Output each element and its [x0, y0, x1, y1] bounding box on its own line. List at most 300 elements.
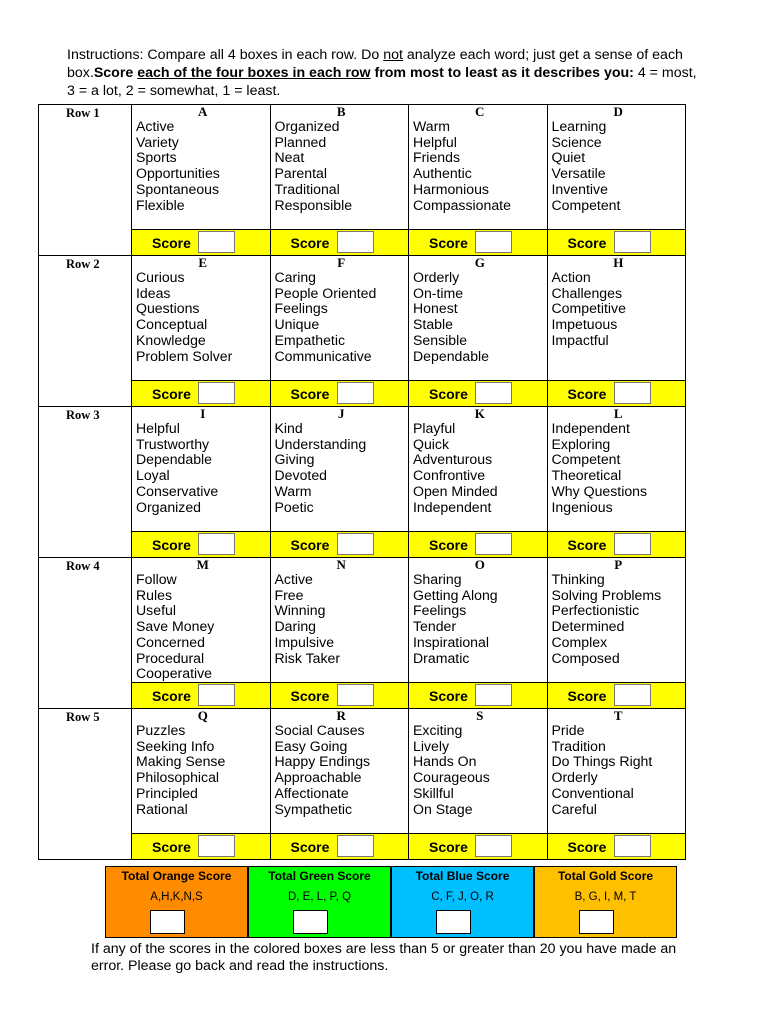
word-item: Winning [274, 602, 326, 619]
word-item: Authentic [413, 165, 472, 182]
score-cell-f [270, 381, 409, 407]
word-item: Playful [413, 420, 456, 436]
score-row [39, 683, 686, 709]
word-item: Making Sense [136, 753, 226, 770]
grid-row [39, 558, 686, 683]
word-item: Independent [413, 498, 492, 515]
word-item: Courageous [413, 769, 490, 786]
box-letter: Q [197, 708, 208, 723]
word-item: Action [551, 269, 591, 285]
word-item: Harmonious [413, 180, 489, 197]
word-item: Exciting [413, 722, 463, 738]
word-item: Perfectionistic [551, 602, 640, 619]
score-input-d[interactable] [614, 231, 651, 253]
instructions-score-word: Score [93, 65, 138, 81]
box-letter: S [476, 708, 484, 723]
word-list [275, 421, 409, 515]
word-list [413, 270, 547, 364]
score-row [39, 834, 686, 860]
box-c [409, 105, 548, 230]
word-list [413, 572, 547, 666]
box-letter: G [474, 255, 485, 270]
word-item: Cooperative [136, 665, 212, 682]
grid-row [39, 407, 686, 532]
word-list [275, 119, 409, 213]
word-item: Adventurous [413, 451, 493, 468]
score-label: Score [290, 688, 330, 704]
score-label: Score [429, 688, 468, 704]
score-wrap [132, 381, 270, 406]
word-item: Learning [551, 118, 607, 134]
word-item: Determined [551, 618, 625, 635]
score-row [39, 532, 686, 558]
word-item: Friends [413, 149, 460, 166]
word-item: Feelings [413, 602, 467, 619]
word-item: Tradition [551, 737, 606, 754]
box-letter: B [336, 104, 346, 119]
score-input-f[interactable] [337, 382, 374, 404]
word-item: Pride [551, 722, 585, 738]
word-item: Caring [274, 269, 317, 285]
word-list [552, 119, 686, 213]
score-wrap [271, 230, 409, 255]
word-item: Orderly [413, 269, 460, 285]
word-list [136, 572, 270, 682]
score-label: Score [429, 839, 468, 855]
word-list [413, 119, 547, 213]
word-item: Sharing [413, 571, 462, 587]
box-o [409, 558, 548, 683]
box-q [132, 709, 271, 834]
box-letter: F [337, 255, 346, 270]
word-item: Warm [413, 118, 451, 134]
score-cell-a [132, 230, 271, 256]
score-cell-p [547, 683, 686, 709]
total-title: Total Blue Score [415, 869, 510, 883]
box-d [547, 105, 686, 230]
box-l [547, 407, 686, 532]
row-label: Row 3 [39, 407, 132, 558]
total-box [248, 866, 391, 938]
word-item: Loyal [136, 467, 170, 484]
word-item: Impulsive [274, 633, 335, 650]
total-box [534, 866, 677, 938]
word-item: Do Things Right [551, 753, 653, 770]
score-cell-k [409, 532, 548, 558]
box-j [270, 407, 409, 532]
word-item: Affectionate [274, 784, 349, 801]
score-wrap [548, 532, 686, 557]
word-item: Quiet [551, 149, 586, 166]
score-input-o[interactable] [475, 684, 512, 706]
word-item: On Stage [413, 800, 473, 817]
score-input-b[interactable] [337, 231, 374, 253]
total-input[interactable] [436, 910, 471, 934]
word-item: Approachable [274, 769, 362, 786]
word-item: Challenges [551, 284, 623, 301]
score-grid [38, 104, 686, 860]
box-letter: M [196, 557, 209, 572]
total-letters: B, G, I, M, T [574, 891, 637, 903]
word-item: Organized [136, 498, 202, 515]
score-label: Score [152, 537, 191, 553]
score-cell-n [270, 683, 409, 709]
score-label: Score [429, 235, 468, 251]
score-input-p[interactable] [614, 684, 651, 706]
score-row [39, 230, 686, 256]
score-label: Score [429, 537, 468, 553]
score-input-r[interactable] [337, 835, 374, 857]
total-letters: D, E, L, P, Q [287, 891, 352, 903]
box-letter: D [613, 104, 623, 119]
word-item: Active [136, 118, 175, 134]
word-item: Concerned [136, 633, 205, 650]
grid-row [39, 709, 686, 834]
score-cell-c [409, 230, 548, 256]
word-item: Dramatic [413, 649, 470, 666]
word-item: Risk Taker [274, 649, 341, 666]
word-item: Neat [274, 149, 305, 166]
word-item: Warm [274, 482, 312, 499]
word-item: Happy Endings [274, 753, 371, 770]
score-cell-t [547, 834, 686, 860]
instructions-not: not [383, 47, 403, 63]
box-b [270, 105, 409, 230]
total-box [105, 866, 248, 938]
score-cell-r [270, 834, 409, 860]
grid-row [39, 105, 686, 230]
score-cell-s [409, 834, 548, 860]
word-item: Opportunities [136, 165, 220, 182]
box-letter: A [198, 104, 208, 119]
word-list [413, 723, 547, 817]
word-item: Theoretical [551, 467, 622, 484]
word-item: Competent [551, 196, 621, 213]
score-label: Score [152, 688, 191, 704]
score-input-k[interactable] [475, 533, 512, 555]
score-wrap [409, 230, 547, 255]
box-letter: J [338, 406, 345, 421]
score-cell-j [270, 532, 409, 558]
score-wrap [271, 834, 409, 859]
instructions-bold [94, 65, 634, 81]
box-letter: E [198, 255, 208, 270]
score-label: Score [567, 839, 607, 855]
word-item: Lively [413, 737, 450, 754]
score-input-c[interactable] [475, 231, 512, 253]
score-wrap [548, 683, 686, 708]
score-cell-i [132, 532, 271, 558]
word-item: Dependable [413, 347, 490, 364]
word-item: Skillful [413, 784, 454, 801]
box-letter: R [336, 708, 346, 723]
score-input-a[interactable] [198, 231, 235, 253]
word-item: Problem Solver [136, 347, 233, 364]
word-list [275, 270, 409, 364]
word-item: Composed [551, 649, 620, 666]
score-wrap [409, 532, 547, 557]
box-t [547, 709, 686, 834]
score-input-t[interactable] [614, 835, 651, 857]
word-item: Unique [274, 316, 320, 333]
word-list [275, 572, 409, 666]
score-wrap [409, 834, 547, 859]
box-n [270, 558, 409, 683]
word-item: Kind [274, 420, 303, 436]
word-list [552, 421, 686, 515]
word-item: Honest [413, 300, 458, 317]
row-label: Row 4 [39, 558, 132, 709]
instructions-text-2: analyze each word; just get a sense of each box. [67, 47, 683, 81]
score-wrap [132, 683, 270, 708]
score-label: Score [152, 386, 191, 402]
word-item: Knowledge [136, 331, 206, 348]
word-item: Giving [274, 451, 315, 468]
word-item: Easy Going [274, 737, 348, 754]
score-input-q[interactable] [198, 835, 235, 857]
word-item: Poetic [274, 498, 314, 515]
score-row [39, 381, 686, 407]
word-item: Solving Problems [551, 586, 662, 603]
word-item: People Oriented [274, 284, 377, 301]
total-title: Total Gold Score [557, 869, 654, 883]
box-letter: C [475, 104, 485, 119]
score-input-e[interactable] [198, 382, 235, 404]
word-item: Organized [274, 118, 340, 134]
score-cell-b [270, 230, 409, 256]
box-f [270, 256, 409, 381]
score-wrap [548, 230, 686, 255]
score-cell-e [132, 381, 271, 407]
word-item: Stable [413, 316, 453, 333]
word-item: Feelings [274, 300, 328, 317]
score-label: Score [429, 386, 468, 402]
instructions-underlined: each of the four boxes in each row [137, 65, 371, 81]
word-item: Impetuous [551, 316, 618, 333]
total-title: Total Orange Score [121, 869, 232, 883]
word-item: Helpful [413, 133, 457, 150]
score-cell-o [409, 683, 548, 709]
word-item: Empathetic [274, 331, 346, 348]
word-item: Planned [274, 133, 327, 150]
word-item: Tender [413, 618, 457, 635]
word-item: Procedural [136, 649, 205, 666]
score-wrap [271, 532, 409, 557]
box-p [547, 558, 686, 683]
box-e [132, 256, 271, 381]
word-item: Devoted [274, 467, 327, 484]
word-item: Conceptual [136, 316, 208, 333]
score-wrap [548, 834, 686, 859]
box-a [132, 105, 271, 230]
word-item: Free [274, 586, 304, 603]
score-cell-m [132, 683, 271, 709]
box-letter: H [613, 255, 624, 270]
score-input-j[interactable] [337, 533, 374, 555]
word-item: Seeking Info [136, 737, 215, 754]
box-letter: T [613, 708, 623, 723]
word-list [136, 421, 270, 515]
word-item: Puzzles [136, 722, 186, 738]
word-list [552, 572, 686, 666]
box-letter: L [613, 406, 623, 421]
word-list [136, 119, 270, 213]
word-item: Open Minded [413, 482, 498, 499]
total-letters: A,H,K,N,S [150, 891, 203, 903]
score-label: Score [290, 537, 330, 553]
score-label: Score [152, 235, 191, 251]
score-input-l[interactable] [614, 533, 651, 555]
score-wrap [271, 683, 409, 708]
score-wrap [409, 683, 547, 708]
word-item: Versatile [551, 165, 606, 182]
word-item: Flexible [136, 196, 185, 213]
score-label: Score [567, 688, 607, 704]
word-item: Ingenious [551, 498, 613, 515]
row-label: Row 1 [39, 105, 132, 256]
score-cell-g [409, 381, 548, 407]
word-list [552, 723, 686, 817]
total-input[interactable] [293, 910, 328, 934]
box-r [270, 709, 409, 834]
score-label: Score [290, 235, 330, 251]
score-input-m[interactable] [198, 684, 235, 706]
word-list [136, 723, 270, 817]
box-k [409, 407, 548, 532]
word-item: Social Causes [274, 722, 365, 738]
word-item: Inspirational [413, 633, 489, 650]
score-cell-h [547, 381, 686, 407]
word-item: Rational [136, 800, 188, 817]
box-letter: K [474, 406, 485, 421]
score-cell-q [132, 834, 271, 860]
total-title: Total Green Score [268, 869, 371, 883]
score-label: Score [567, 235, 607, 251]
box-g [409, 256, 548, 381]
score-cell-l [547, 532, 686, 558]
score-wrap [409, 381, 547, 406]
word-item: Useful [136, 602, 176, 619]
word-item: Science [551, 133, 602, 150]
score-input-s[interactable] [475, 835, 512, 857]
word-item: Sympathetic [274, 800, 353, 817]
word-item: Competent [551, 451, 621, 468]
word-item: Confrontive [413, 467, 486, 484]
score-input-g[interactable] [475, 382, 512, 404]
word-item: Variety [136, 133, 179, 150]
score-label: Score [290, 839, 330, 855]
grid-row [39, 256, 686, 381]
word-list [413, 421, 547, 515]
word-item: Spontaneous [136, 180, 220, 197]
totals-panel [105, 866, 677, 938]
word-item: Conventional [551, 784, 634, 801]
word-item: Dependable [136, 451, 213, 468]
score-label: Score [567, 537, 607, 553]
word-item: Principled [136, 784, 198, 801]
word-item: Getting Along [413, 586, 498, 603]
total-input[interactable] [150, 910, 185, 934]
word-item: Save Money [136, 618, 215, 635]
word-item: Communicative [274, 347, 372, 364]
word-item: Helpful [136, 420, 180, 436]
box-h [547, 256, 686, 381]
score-wrap [132, 230, 270, 255]
word-item: Inventive [551, 180, 608, 197]
box-letter: N [336, 557, 346, 572]
total-input[interactable] [579, 910, 614, 934]
word-item: Impactful [551, 331, 609, 348]
instructions-text: Instructions: Compare all 4 boxes in each row. Do [67, 47, 384, 63]
word-item: Ideas [136, 284, 171, 301]
error-note: If any of the scores in the colored boxes are less than 5 or greater than 20 you have made an error. Please go back and read the instructions. [91, 941, 677, 974]
score-wrap [132, 532, 270, 557]
word-item: Parental [274, 165, 327, 182]
instructions-describes: from most to least as it describes you: [370, 65, 634, 81]
box-letter: O [474, 557, 485, 572]
score-input-i[interactable] [198, 533, 235, 555]
word-item: Active [274, 571, 313, 587]
word-item: Careful [551, 800, 597, 817]
row-label: Row 5 [39, 709, 132, 860]
box-letter: I [200, 406, 206, 421]
word-item: Follow [136, 571, 177, 587]
instructions [67, 46, 707, 100]
word-item: Understanding [274, 435, 367, 452]
word-list [136, 270, 270, 364]
word-item: Competitive [551, 300, 626, 317]
word-item: Orderly [551, 769, 598, 786]
word-item: Trustworthy [136, 435, 210, 452]
word-item: Complex [551, 633, 608, 650]
instructions-scale: 4 = most, 3 = a lot, 2 = somewhat, 1 = least. [67, 65, 697, 99]
word-item: Sports [136, 149, 177, 166]
word-item: Sensible [413, 331, 468, 348]
word-item: Thinking [551, 571, 605, 587]
score-label: Score [290, 386, 330, 402]
word-item: Traditional [274, 180, 340, 197]
word-item: Responsible [274, 196, 353, 213]
word-item: Questions [136, 300, 200, 317]
word-item: Curious [136, 269, 185, 285]
word-list [275, 723, 409, 817]
total-letters: C, F, J, O, R [431, 891, 494, 903]
word-item: Independent [551, 420, 630, 436]
score-wrap [548, 381, 686, 406]
total-box [391, 866, 534, 938]
word-item: Compassionate [413, 196, 511, 213]
score-label: Score [152, 839, 191, 855]
score-input-h[interactable] [614, 382, 651, 404]
row-label: Row 2 [39, 256, 132, 407]
word-item: Quick [413, 435, 450, 452]
word-item: Conservative [136, 482, 219, 499]
box-m [132, 558, 271, 683]
word-item: Hands On [413, 753, 477, 770]
score-label: Score [567, 386, 607, 402]
score-wrap [271, 381, 409, 406]
word-list [552, 270, 686, 349]
word-item: Philosophical [136, 769, 220, 786]
box-s [409, 709, 548, 834]
word-item: Exploring [551, 435, 611, 452]
box-i [132, 407, 271, 532]
score-input-n[interactable] [337, 684, 374, 706]
word-item: Daring [274, 618, 317, 635]
box-letter: P [614, 557, 623, 572]
word-item: Why Questions [551, 482, 648, 499]
score-wrap [132, 834, 270, 859]
